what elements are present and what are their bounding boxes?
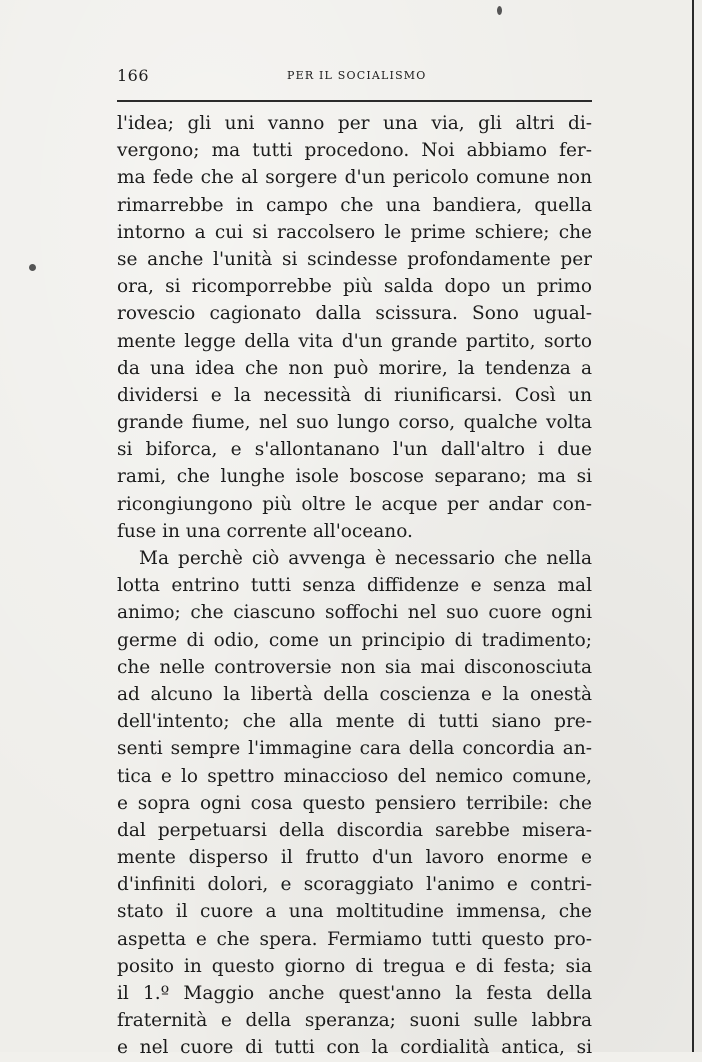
page-header — [117, 66, 592, 88]
body-text — [117, 110, 592, 1062]
text-line: ora, si ricomporrebbe più salda dopo un primo — [117, 276, 592, 298]
text-line: il 1.º Maggio anche quest'anno la festa della — [117, 983, 592, 1004]
text-line: si biforca, e s'allontanano l'un dall'altro i due — [117, 439, 592, 461]
page-number: 166 — [117, 66, 150, 85]
text-line: d'infiniti dolori, e scoraggiato l'animo e contri- — [117, 874, 592, 896]
text-line: grande fiume, nel suo lungo corso, qualche volta — [117, 412, 592, 434]
text-line: ricongiungono più oltre le acque per andar con- — [117, 493, 592, 515]
text-line: l'idea; gli uni vanno per una via, gli altri di- — [117, 113, 592, 134]
text-line: intorno a cui si raccolsero le prime schiere; che — [117, 221, 592, 243]
text-line: ad alcuno la libertà della coscienza e la onestà — [117, 683, 592, 705]
text-line: dividersi e la necessità di riunificarsi. Così un — [117, 384, 592, 406]
text-line: mente disperso il frutto d'un lavoro enorme e — [117, 847, 592, 869]
text-line: posito in questo giorno di tregua e di festa; sia — [117, 955, 592, 977]
text-line: aspetta e che spera. Fermiamo tutti questo pro- — [117, 928, 592, 950]
text-line: da una idea che non può morire, la tendenza a — [117, 357, 592, 379]
text-line: fuse in una corrente all'oceano. — [117, 520, 413, 542]
text-line: animo; che ciascuno soffochi nel suo cuore ogni — [117, 602, 592, 624]
text-line: lotta entrino tutti senza diffidenze e senza mal — [117, 575, 592, 597]
ink-speck — [497, 6, 502, 15]
text-line: e nel cuore di tutti con la cordialità antica, si — [117, 1037, 592, 1059]
text-line: rami, che lunghe isole boscose separano; ma si — [117, 466, 592, 488]
text-line: fraternità e della speranza; suoni sulle labbra — [117, 1010, 592, 1032]
text-line: senti sempre l'immagine cara della concordia an- — [117, 738, 592, 760]
running-title: PER IL SOCIALISMO — [287, 69, 427, 82]
text-line: Ma perchè ciò avvenga è necessario che nella — [139, 548, 592, 569]
text-line: rimarrebbe in campo che una bandiera, quella — [117, 194, 592, 216]
text-line: tica e lo spettro minaccioso del nemico comune, — [117, 765, 592, 787]
text-line: stato il cuore a una moltitudine immensa, che — [117, 901, 592, 923]
text-line: che nelle controversie non sia mai disconosciuta — [117, 656, 592, 678]
ink-speck — [29, 264, 36, 271]
text-line: dell'intento; che alla mente di tutti siano pre- — [117, 711, 592, 733]
text-line: germe di odio, come un principio di tradimento; — [117, 629, 592, 651]
text-line: vergono; ma tutti procedono. Noi abbiamo fer- — [117, 140, 592, 162]
text-line: se anche l'unità si scindesse profondamente per — [117, 248, 592, 270]
text-line: rovescio cagionato dalla scissura. Sono ugual- — [117, 303, 592, 325]
text-line: e sopra ogni cosa questo pensiero terribile: che — [117, 792, 592, 814]
text-line: ma fede che al sorgere d'un pericolo comune non — [117, 167, 592, 189]
page-edge — [692, 0, 694, 1052]
text-line: mente legge della vita d'un grande partito, sorto — [117, 330, 592, 352]
text-line: dal perpetuarsi della discordia sarebbe misera- — [117, 819, 592, 841]
header-rule — [117, 100, 592, 102]
